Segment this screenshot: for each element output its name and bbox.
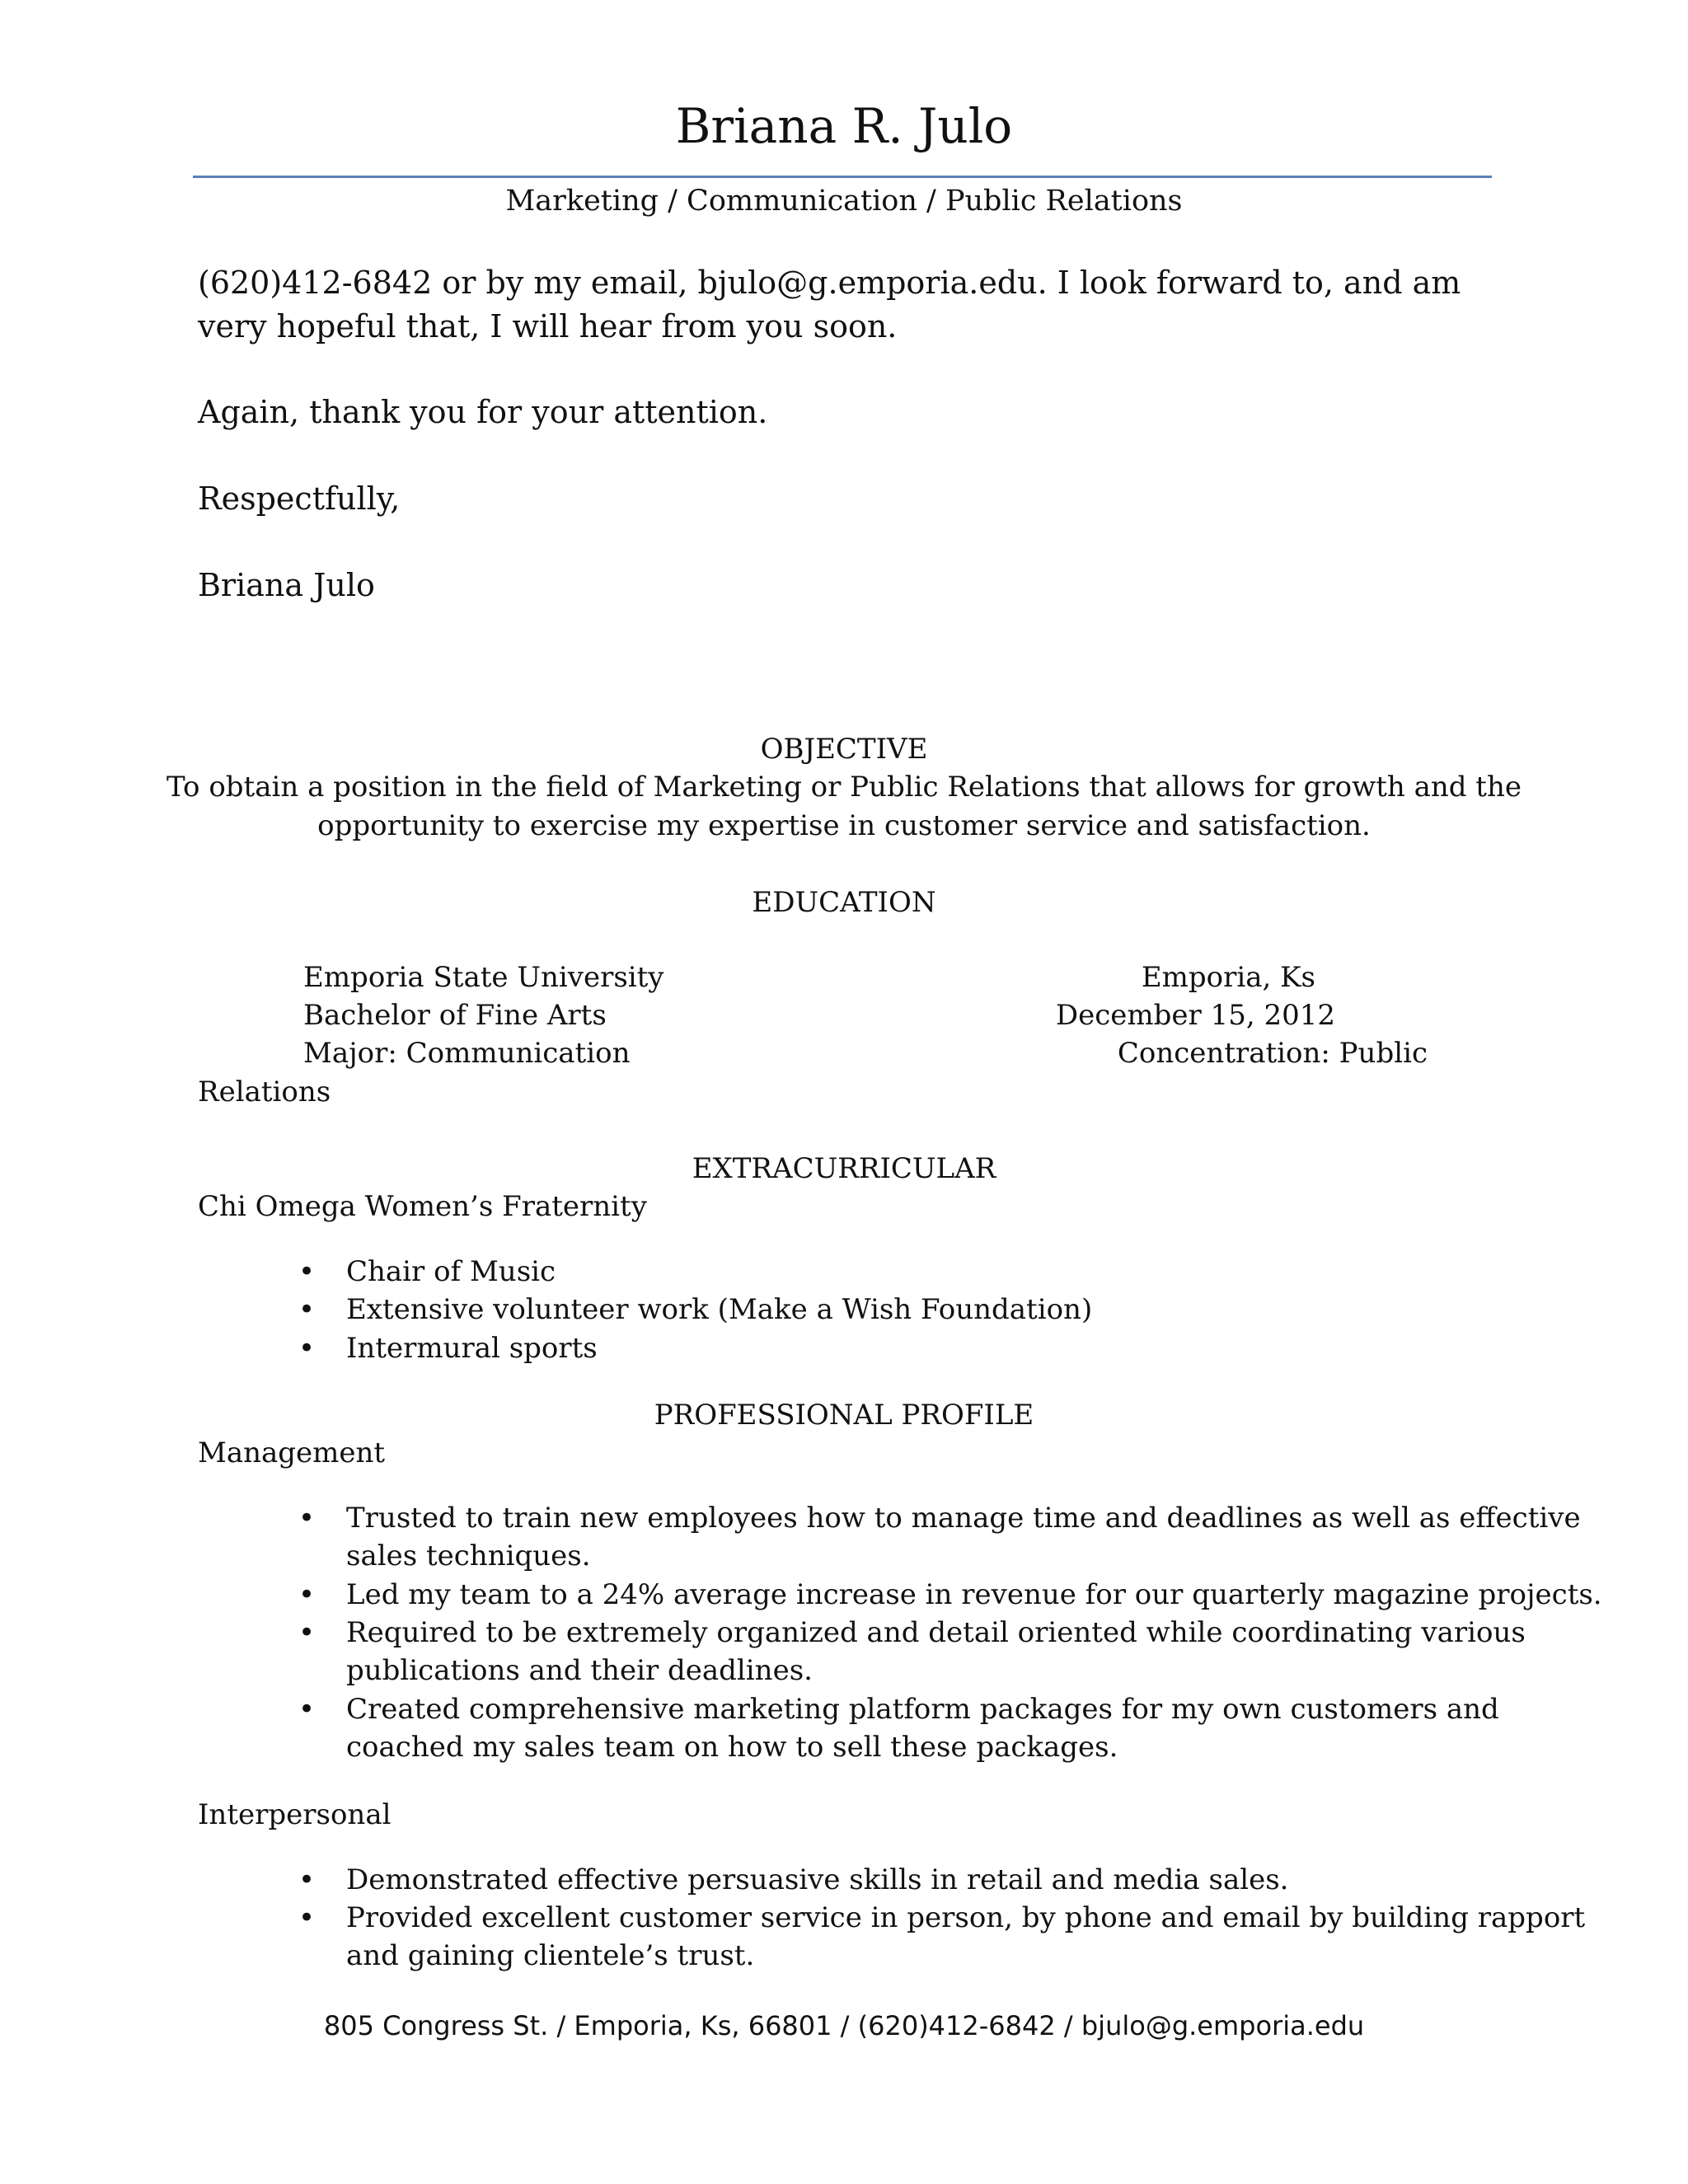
list-item-line-2: and gaining clientele’s trust. (346, 1939, 755, 1972)
letter-signature: Briana Julo (198, 567, 375, 603)
education-concentration-wrap: Relations (198, 1076, 331, 1108)
list-item-text (346, 1499, 1581, 1575)
list-item-text: Extensive volunteer work (Make a Wish Foundation) (346, 1293, 1093, 1326)
list-item-text (346, 1614, 1526, 1690)
extracurricular-organization: Chi Omega Women’s Fraternity (198, 1190, 647, 1223)
bullet-icon: • (298, 1693, 316, 1726)
objective-heading: OBJECTIVE (760, 733, 928, 766)
education-date: December 15, 2012 (1055, 999, 1335, 1032)
list-item-line-1: Created comprehensive marketing platform packages for my own customers and (346, 1693, 1499, 1726)
bullet-icon: • (298, 1616, 316, 1649)
list-item-line-1: Trusted to train new employees how to manage time and deadlines as well as effective (346, 1502, 1581, 1535)
bullet-icon: • (298, 1578, 316, 1611)
list-item-line-1: Provided excellent customer service in person, by phone and email by building rapport (346, 1901, 1586, 1934)
list-item-line-2: publications and their deadlines. (346, 1654, 813, 1687)
list-item-line-2: sales techniques. (346, 1540, 591, 1572)
profile-interpersonal-label: Interpersonal (198, 1798, 392, 1831)
objective-line-1: To obtain a position in the field of Marketing or Public Relations that allows for growth and the (166, 771, 1522, 804)
header-tagline: Marketing / Communication / Public Relations (505, 185, 1183, 218)
footer-contact: 805 Congress St. / Emporia, Ks, 66801 / (620)412-6842 / bjulo@g.emporia.edu (323, 2010, 1365, 2041)
list-item-line-1: Demonstrated effective persuasive skills in retail and media sales. (346, 1863, 1289, 1896)
list-item-text: Chair of Music (346, 1255, 556, 1288)
extracurricular-heading: EXTRACURRICULAR (692, 1152, 996, 1185)
candidate-name: Briana R. Julo (675, 98, 1013, 154)
bullet-icon: • (298, 1255, 316, 1288)
objective-line-2: opportunity to exercise my expertise in customer service and satisfaction. (317, 809, 1371, 842)
profile-management-label: Management (198, 1436, 386, 1469)
header-divider (193, 176, 1492, 178)
letter-closing-paragraph: (620)412-6842 or by my email, bjulo@g.emporia.edu. I look forward to, and am very hopeful that, I will hear from you soon. (198, 265, 1461, 344)
education-school: Emporia State University (303, 961, 664, 994)
education-location: Emporia, Ks (1141, 961, 1315, 994)
list-item-line-1: Required to be extremely organized and detail oriented while coordinating various (346, 1616, 1526, 1649)
list-item-text: Intermural sports (346, 1332, 598, 1365)
list-item-text (346, 1861, 1288, 1899)
list-item-text (346, 1899, 1585, 1975)
education-major: Major: Communication (303, 1037, 631, 1070)
education-concentration: Concentration: Public (1117, 1037, 1428, 1070)
letter-thanks: Again, thank you for your attention. (198, 394, 768, 430)
profile-heading: PROFESSIONAL PROFILE (654, 1399, 1034, 1432)
letter-signoff: Respectfully, (198, 480, 401, 517)
list-item-text (346, 1690, 1499, 1766)
bullet-icon: • (298, 1901, 316, 1934)
bullet-icon: • (298, 1502, 316, 1535)
bullet-icon: • (298, 1863, 316, 1896)
list-item-line-1: Led my team to a 24% average increase in revenue for our quarterly magazine projects. (346, 1578, 1602, 1611)
list-item-text (346, 1576, 1602, 1614)
bullet-icon: • (298, 1332, 316, 1365)
education-heading: EDUCATION (752, 886, 936, 919)
list-item-line-2: coached my sales team on how to sell these packages. (346, 1731, 1118, 1764)
education-degree: Bachelor of Fine Arts (303, 999, 607, 1032)
bullet-icon: • (298, 1293, 316, 1326)
